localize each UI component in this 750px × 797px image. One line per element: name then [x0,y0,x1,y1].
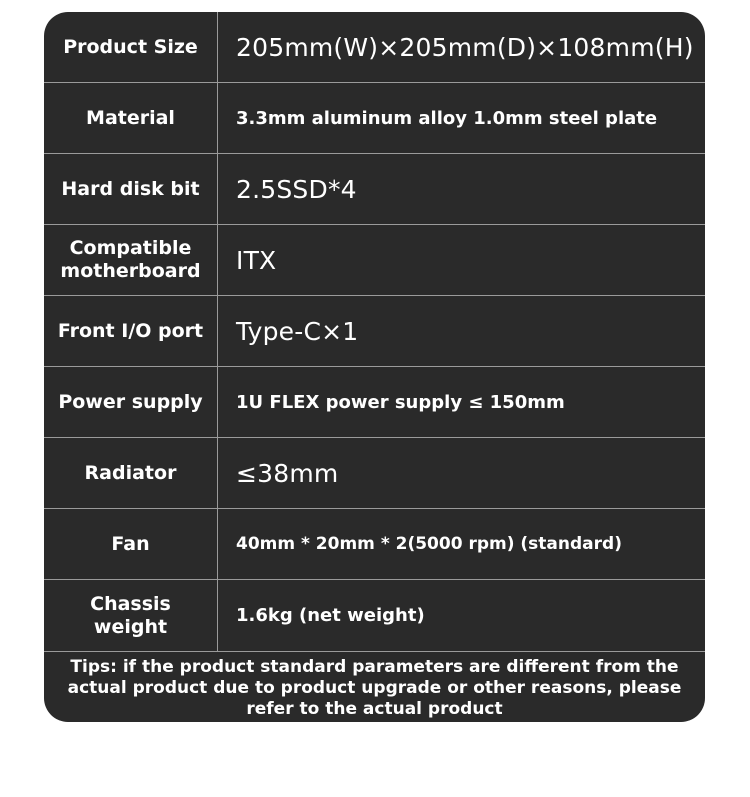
spec-row-power-supply [44,367,705,438]
spec-row-chassis-weight [44,580,705,652]
spec-value: 205mm(W)×205mm(D)×108mm(H) [236,32,694,62]
spec-label: Hard disk bit [44,154,218,224]
spec-label: Power supply [44,367,218,437]
spec-label: Fan [44,509,218,579]
spec-card [44,12,705,722]
tips-note: Tips: if the product standard parameters are different from the actual product due to product upgrade or other reasons, please refer to the actual product [67,657,682,719]
spec-label: Compatible motherboard [44,225,218,295]
spec-row-radiator [44,438,705,509]
spec-row-compatible-motherboard [44,225,705,296]
spec-value: 40mm * 20mm * 2(5000 rpm) (standard) [236,534,622,554]
spec-row-fan [44,509,705,580]
spec-value: ITX [236,245,277,275]
spec-label: Chassis weight [44,580,218,651]
spec-label: Product Size [44,12,218,82]
spec-row-hard-disk-bit [44,154,705,225]
spec-row-product-size [44,12,705,83]
spec-value: 2.5SSD*4 [236,174,357,204]
spec-row-front-io-port [44,296,705,367]
spec-row-material [44,83,705,154]
spec-value: 1U FLEX power supply ≤ 150mm [236,391,565,413]
spec-value: Type-C×1 [236,316,359,346]
spec-value: ≤38mm [236,458,339,488]
spec-label: Material [44,83,218,153]
spec-value: 1.6kg (net weight) [236,605,425,626]
spec-label: Radiator [44,438,218,508]
spec-value: 3.3mm aluminum alloy 1.0mm steel plate [236,107,658,129]
spec-label: Front I/O port [44,296,218,366]
spec-table [44,12,705,652]
